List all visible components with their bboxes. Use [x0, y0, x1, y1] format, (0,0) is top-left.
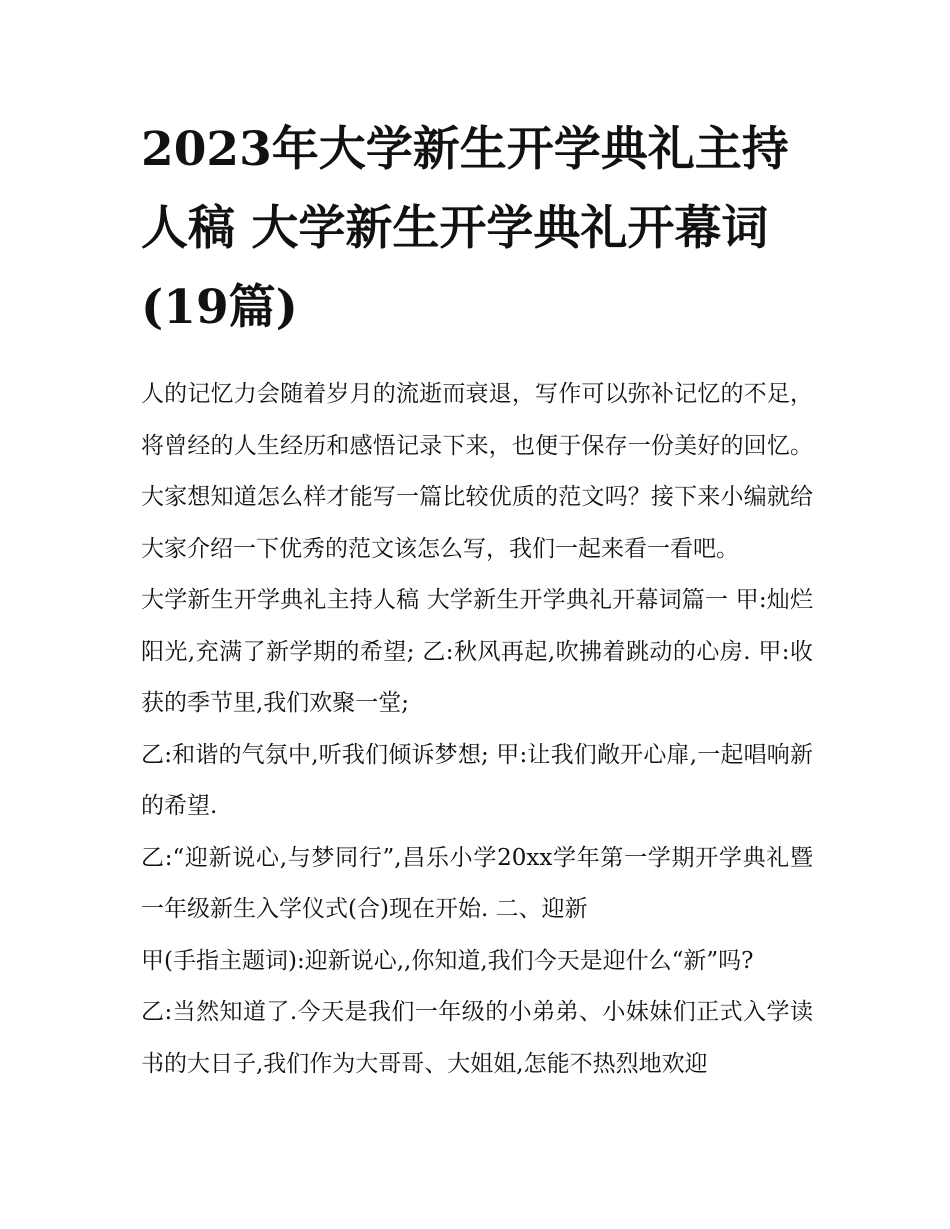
paragraph-dialogue-2: 乙:“迎新说心,与梦同行”,昌乐小学20xx学年第一学期开学典礼暨一年级新生入学仪式(合)现在开始. 二、迎新	[141, 844, 813, 922]
paragraph-dialogue-3: 甲(手指主题词):迎新说心,,你知道,我们今天是迎什么“新”吗?	[141, 947, 754, 974]
paragraph-dialogue-4: 乙:当然知道了.今天是我们一年级的小弟弟、小妹妹们正式入学读书的大日子,我们作为大哥哥、大姐姐,怎能不热烈地欢迎	[141, 999, 813, 1077]
paragraph-section-one: 大学新生开学典礼主持人稿 大学新生开学典礼开幕词篇一 甲:灿烂阳光,充满了新学期的希望; 乙:秋风再起,吹拂着跳动的心房. 甲:收获的季节里,我们欢聚一堂;	[141, 587, 813, 716]
document-body	[141, 110, 813, 1090]
document-title: 2023年大学新生开学典礼主持人稿 大学新生开学典礼开幕词(19篇)	[141, 122, 789, 335]
paragraph-intro: 人的记忆力会随着岁月的流逝而衰退，写作可以弥补记忆的不足，将曾经的人生经历和感悟记录下来，也便于保存一份美好的回忆。大家想知道怎么样才能写一篇比较优质的范文吗？接下来小编就给大家介绍一下优秀的范文该怎么写，我们一起来看一看吧。	[141, 381, 813, 562]
paragraph-dialogue-1: 乙:和谐的气氛中,听我们倾诉梦想; 甲:让我们敞开心扉,一起唱响新的希望.	[141, 741, 813, 819]
